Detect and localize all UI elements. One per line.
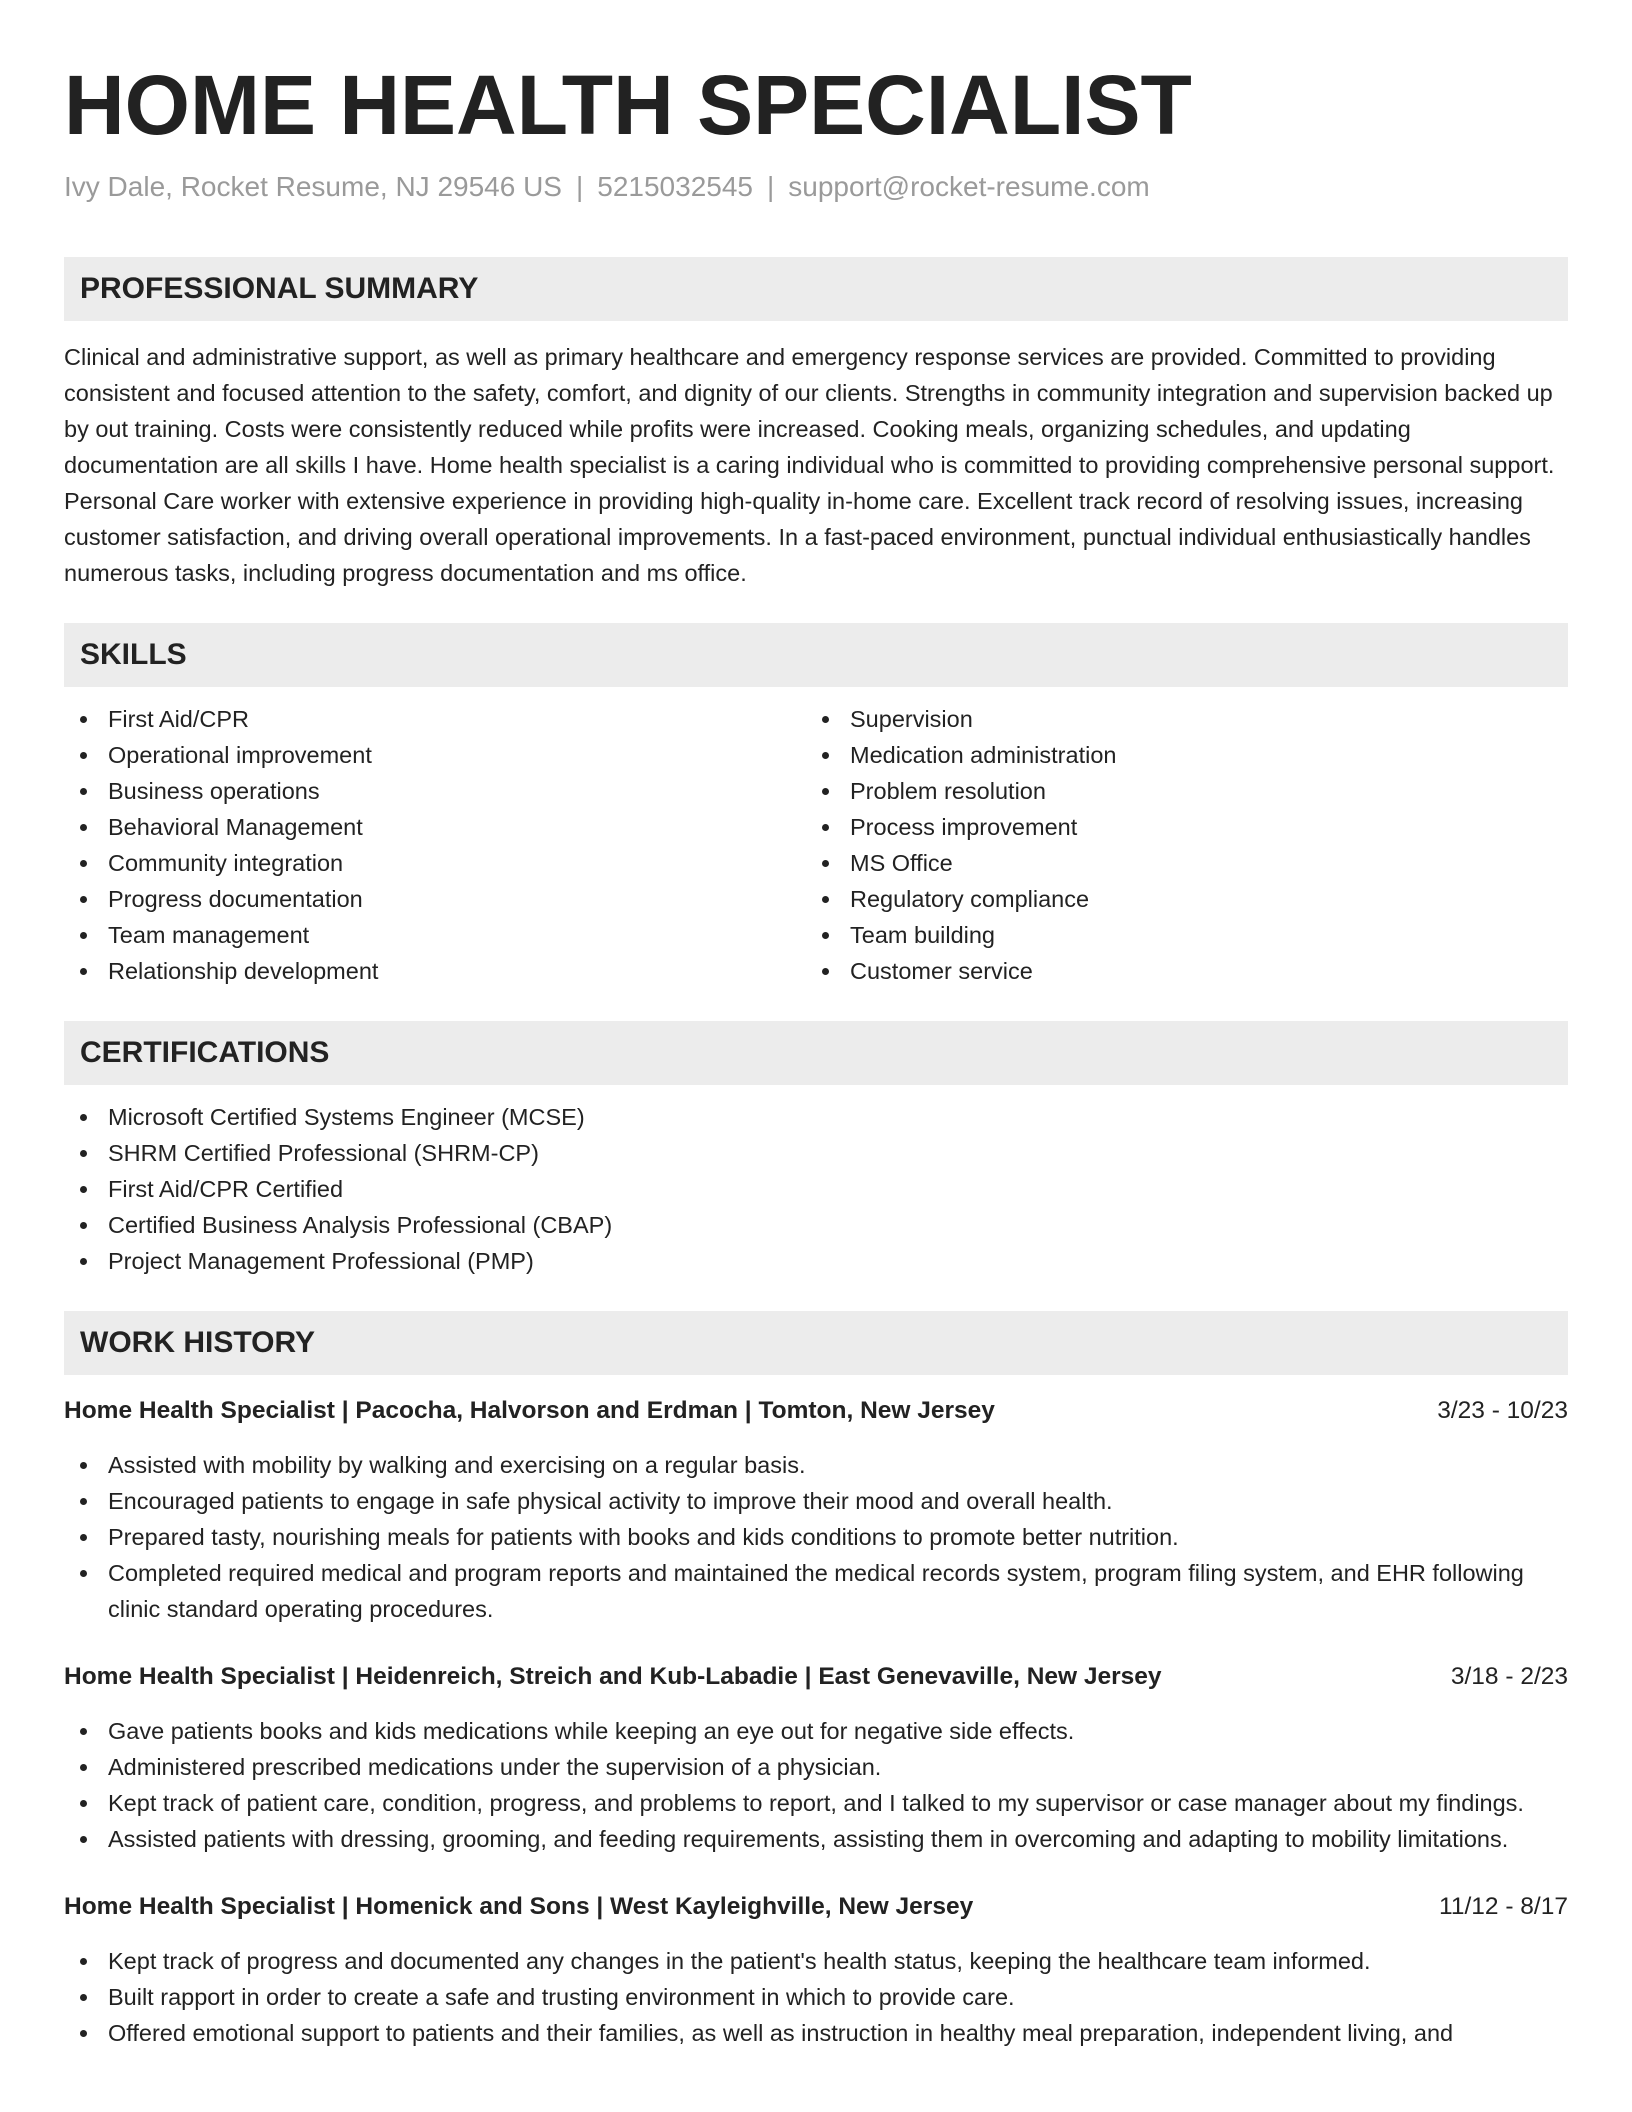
certification-item: SHRM Certified Professional (SHRM-CP) xyxy=(64,1135,1568,1171)
job-bullet: Completed required medical and program reports and maintained the medical records system, program filing system, and EHR following clinic standard operating procedures. xyxy=(64,1555,1568,1627)
job-entry xyxy=(64,1889,1568,2051)
skill-item: Relationship development xyxy=(64,953,806,989)
job-bullet: Encouraged patients to engage in safe physical activity to improve their mood and overall health. xyxy=(64,1483,1568,1519)
job-header xyxy=(64,1659,1568,1695)
job-header xyxy=(64,1393,1568,1429)
resume-page xyxy=(64,0,1568,2051)
job-bullet: Kept track of progress and documented any changes in the patient's health status, keeping the healthcare team informed. xyxy=(64,1943,1568,1979)
certification-item: Microsoft Certified Systems Engineer (MCSE) xyxy=(64,1099,1568,1135)
skills-list xyxy=(64,701,1568,989)
job-bullet: Gave patients books and kids medications while keeping an eye out for negative side effects. xyxy=(64,1713,1568,1749)
job-dates: 3/18 - 2/23 xyxy=(1450,1663,1568,1690)
job-bullet: Assisted with mobility by walking and exercising on a regular basis. xyxy=(64,1447,1568,1483)
job-bullet: Offered emotional support to patients and their families, as well as instruction in healthy meal preparation, independent living, and xyxy=(64,2015,1568,2051)
skill-item: Regulatory compliance xyxy=(806,881,1548,917)
skill-item: Customer service xyxy=(806,953,1548,989)
job-bullet: Prepared tasty, nourishing meals for patients with books and kids conditions to promote better nutrition. xyxy=(64,1519,1568,1555)
job-dates: 11/12 - 8/17 xyxy=(1439,1893,1568,1920)
job-bullet: Administered prescribed medications under the supervision of a physician. xyxy=(64,1749,1568,1785)
skill-item: Supervision xyxy=(806,701,1548,737)
skill-item: Progress documentation xyxy=(64,881,806,917)
skill-item: Behavioral Management xyxy=(64,809,806,845)
job-bullets xyxy=(64,1713,1568,1857)
job-bullet: Assisted patients with dressing, grooming, and feeding requirements, assisting them in overcoming and adapting to mobility limitations. xyxy=(64,1821,1568,1857)
contact-address: Ivy Dale, Rocket Resume, NJ 29546 US xyxy=(64,171,562,202)
certifications-list xyxy=(64,1099,1568,1279)
job-entry xyxy=(64,1393,1568,1627)
skills-column-right xyxy=(806,701,1548,989)
skill-item: First Aid/CPR xyxy=(64,701,806,737)
section-header-skills: SKILLS xyxy=(64,623,1568,687)
summary-text: Clinical and administrative support, as well as primary healthcare and emergency response services are provided. Committed to providing consistent and focused attention to the safety, comfort, and dignity of our clients. Strengths in community integration and supervision backed up by out training. Costs were consistently reduced while profits were increased. Cooking meals, organizing schedules, and updating documentation are all skills I have. Home health specialist is a caring individual who is committed to providing comprehensive personal support. Personal Care worker with extensive experience in providing high-quality in-home care. Excellent track record of resolving issues, increasing customer satisfaction, and driving overall operational improvements. In a fast-paced environment, punctual individual enthusiastically handles numerous tasks, including progress documentation and ms office. xyxy=(64,344,1555,586)
skills-column-left xyxy=(64,701,806,989)
skill-item: Team building xyxy=(806,917,1548,953)
job-entry xyxy=(64,1659,1568,1857)
contact-phone: 5215032545 xyxy=(597,171,753,202)
certification-item: First Aid/CPR Certified xyxy=(64,1171,1568,1207)
contact-separator: | xyxy=(575,171,584,202)
job-header xyxy=(64,1889,1568,1925)
contact-line xyxy=(64,169,1568,205)
resume-name: HOME HEALTH SPECIALIST xyxy=(64,58,1192,152)
skill-item: Team management xyxy=(64,917,806,953)
job-bullet: Kept track of patient care, condition, progress, and problems to report, and I talked to my supervisor or case manager about my findings. xyxy=(64,1785,1568,1821)
contact-email: support@rocket-resume.com xyxy=(788,171,1150,202)
certification-item: Certified Business Analysis Professional (CBAP) xyxy=(64,1207,1568,1243)
skill-item: Operational improvement xyxy=(64,737,806,773)
skill-item: Medication administration xyxy=(806,737,1548,773)
job-title: Home Health Specialist | Heidenreich, Streich and Kub-Labadie | East Genevaville, New Jersey xyxy=(64,1663,1162,1690)
job-bullets xyxy=(64,1447,1568,1627)
job-bullets xyxy=(64,1943,1568,2051)
skill-item: Problem resolution xyxy=(806,773,1548,809)
certification-item: Project Management Professional (PMP) xyxy=(64,1243,1568,1279)
section-header-work-history: WORK HISTORY xyxy=(64,1311,1568,1375)
skill-item: Business operations xyxy=(64,773,806,809)
job-dates: 3/23 - 10/23 xyxy=(1437,1397,1568,1424)
job-bullet: Built rapport in order to create a safe and trusting environment in which to provide care. xyxy=(64,1979,1568,2015)
skill-item: MS Office xyxy=(806,845,1548,881)
contact-separator: | xyxy=(767,171,775,202)
job-title: Home Health Specialist | Homenick and Sons | West Kayleighville, New Jersey xyxy=(64,1893,974,1920)
section-header-summary: PROFESSIONAL SUMMARY xyxy=(64,257,1568,321)
skill-item: Process improvement xyxy=(806,809,1548,845)
section-header-certifications: CERTIFICATIONS xyxy=(64,1021,1568,1085)
job-title: Home Health Specialist | Pacocha, Halvorson and Erdman | Tomton, New Jersey xyxy=(64,1397,995,1424)
skill-item: Community integration xyxy=(64,845,806,881)
